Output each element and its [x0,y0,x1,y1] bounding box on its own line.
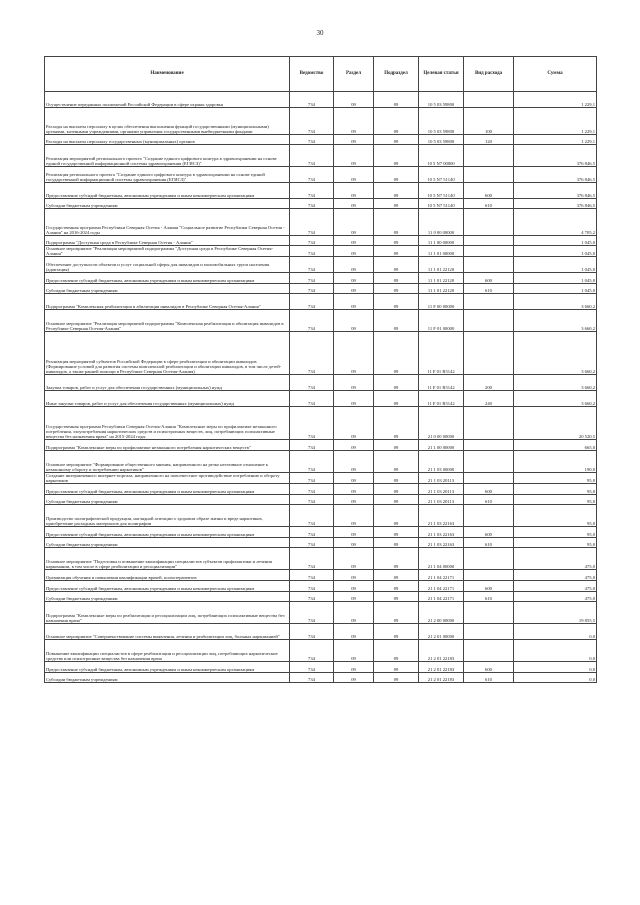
column-header-expense-type: Вид расхода [464,57,514,92]
row-amount: 376 846,5 [514,199,597,209]
table-row [45,135,597,145]
row-subsection: 09 [374,257,419,273]
row-amount: 1 045,0 [514,246,597,257]
row-department: 734 [290,570,334,581]
row-department: 734 [290,407,334,440]
row-name: Повышение квалификации специалистов в сфере реабилитации и ресоциализации лиц, потребляющих наркотические средства или психотропные вещества без назначения врача [45,640,290,662]
table-row [45,273,597,284]
row-section: 09 [334,332,374,375]
row-name: Создание интерактивного интернет-портала, направленного на повсеместное противодействие потреблению и обороту наркотиков [45,473,290,484]
table-row [45,527,597,538]
row-target-article: 21 1 03 20113 [419,484,464,495]
row-department: 734 [290,375,334,391]
row-amount: 1 045,0 [514,236,597,246]
row-name: Субсидии бюджетным учреждениям [45,538,290,548]
row-section: 09 [334,257,374,273]
table-row [45,332,597,375]
row-expense-type [464,332,514,375]
row-section: 09 [334,440,374,451]
row-section: 09 [334,310,374,332]
row-section: 09 [334,183,374,199]
row-expense-type [464,570,514,581]
row-expense-type [464,145,514,167]
column-header-name: Наименование [45,57,290,92]
row-department: 734 [290,183,334,199]
row-subsection: 09 [374,548,419,570]
row-expense-type [464,310,514,332]
row-department: 734 [290,473,334,484]
row-expense-type [464,257,514,273]
row-expense-type: 200 [464,375,514,391]
row-section: 09 [334,662,374,673]
row-name: Предоставление субсидий бюджетным, автономным учреждениям и иным некоммерческим организациям [45,273,290,284]
row-section: 09 [334,407,374,440]
row-expense-type: 600 [464,662,514,673]
row-target-article: 21 2 01 22183 [419,662,464,673]
row-amount: 475,0 [514,548,597,570]
row-expense-type: 600 [464,527,514,538]
row-expense-type: 610 [464,199,514,209]
row-subsection: 09 [374,570,419,581]
row-section: 09 [334,92,374,108]
row-department: 734 [290,209,334,236]
row-expense-type: 240 [464,391,514,407]
row-target-article: 21 1 04 22171 [419,570,464,581]
row-department: 734 [290,108,334,135]
row-name: Предоставление субсидий бюджетным, автономным учреждениям и иным некоммерческим организациям [45,527,290,538]
row-department: 734 [290,592,334,602]
row-department: 734 [290,391,334,407]
row-amount: 1 229,1 [514,92,597,108]
row-expense-type: 610 [464,592,514,602]
row-subsection: 09 [374,135,419,145]
table-row [45,473,597,484]
row-section: 09 [334,640,374,662]
row-subsection: 09 [374,662,419,673]
row-target-article: 21 1 03 20113 [419,473,464,484]
row-expense-type [464,473,514,484]
row-expense-type [464,624,514,640]
row-section: 09 [334,273,374,284]
row-subsection: 09 [374,294,419,310]
table-row [45,183,597,199]
row-name: Субсидии бюджетным учреждениям [45,495,290,505]
row-subsection: 09 [374,199,419,209]
page-number: 30 [316,29,324,37]
row-subsection: 09 [374,209,419,236]
table-row [45,440,597,451]
row-name: Расходы на выплаты персоналу государственных (муниципальных) органов [45,135,290,145]
row-name: Основное мероприятие "Реализация мероприятий подпрограммы "Комплексная реабилитация и абилитация инвалидов в Республике Северная Осетия-Алания" [45,310,290,332]
row-name: Реализация мероприятий регионального проекта "Создание единого цифрового контура в здравоохранении на основе единой государственной информационной системы здравоохранения (ЕГИСЗ)" [45,145,290,167]
row-target-article: 11 F 01 R5142 [419,332,464,375]
row-amount: 376 846,5 [514,167,597,183]
table-row [45,108,597,135]
row-subsection: 09 [374,484,419,495]
column-header-subsection: Подраздел [374,57,419,92]
row-department: 734 [290,602,334,624]
row-name: Реализация мероприятий субъектов Российской Федерации в сфере реабилитации и абилитации инвалидов (Формирование условий для развития системы комплексной реабилитации и абилитации инвалидов, в том числе детей-инвалидов, а также ранней помощи в Республике Северная Осетия-Алания) [45,332,290,375]
row-expense-type: 120 [464,135,514,145]
row-amount: 19 855,5 [514,602,597,624]
row-subsection: 09 [374,624,419,640]
row-section: 09 [334,391,374,407]
row-name: Государственная программа Республики Северная Осетия - Алания "Социальное развитие Республики Северная Осетия - Алания" на 2016-2024 годы [45,209,290,236]
row-target-article: 11 F 01 R5142 [419,375,464,391]
row-subsection: 09 [374,592,419,602]
row-target-article: 11 1 01 00000 [419,246,464,257]
row-amount: 3 660,2 [514,375,597,391]
row-target-article: 21 1 04 22171 [419,592,464,602]
row-name: Организация обучения и повышения квалификации врачей, психотерапевтов [45,570,290,581]
row-subsection: 09 [374,183,419,199]
table-row [45,640,597,662]
row-expense-type [464,246,514,257]
row-expense-type [464,505,514,527]
row-expense-type: 610 [464,673,514,683]
table-row [45,407,597,440]
row-section: 09 [334,581,374,592]
row-section: 09 [334,284,374,294]
row-department: 734 [290,640,334,662]
row-amount: 1 045,0 [514,284,597,294]
row-name: Подпрограмма "Комплексные меры по реабилитации и ресоциализации лиц, потребляющих психоактивные вещества без назначения врача" [45,602,290,624]
table-row [45,495,597,505]
row-subsection: 09 [374,284,419,294]
row-name: Производство полиграфической продукции, наглядной агитации о здоровом образе жизни и вреде наркотиков, приобретение расходных материалов для полиграфии [45,505,290,527]
row-target-article: 21 2 01 22183 [419,640,464,662]
column-header-amount: Сумма [514,57,597,92]
row-target-article: 21 1 04 22171 [419,581,464,592]
row-name: Государственная программа Республики Северная Осетия-Алания "Комплексные меры по профилактике незаконного потребления, злоупотребления наркотических средств и психотропных веществ, лиц, потребляющих психоактивные вещества без назначения врача" на 2015-2024 годы [45,407,290,440]
row-name: Предоставление субсидий бюджетным, автономным учреждениям и иным некоммерческим организациям [45,581,290,592]
row-department: 734 [290,145,334,167]
row-section: 09 [334,246,374,257]
row-subsection: 09 [374,273,419,284]
table-row [45,581,597,592]
table-row [45,167,597,183]
row-name: Субсидии бюджетным учреждениям [45,592,290,602]
table-row [45,391,597,407]
row-section: 09 [334,602,374,624]
row-department: 734 [290,332,334,375]
row-amount: 95,0 [514,505,597,527]
row-expense-type: 600 [464,183,514,199]
row-expense-type [464,209,514,236]
row-name: Реализация регионального проекта "Создание единого цифрового контура в здравоохранении на основе единой государственной информационной системы здравоохранения (ЕГИСЗ)" [45,167,290,183]
row-amount: 0,0 [514,662,597,673]
row-section: 09 [334,592,374,602]
row-amount: 475,0 [514,581,597,592]
row-amount: 95,0 [514,484,597,495]
row-department: 734 [290,199,334,209]
row-target-article: 11 F 00 00000 [419,294,464,310]
row-section: 09 [334,505,374,527]
row-amount: 3 660,2 [514,294,597,310]
row-target-article: 21 1 00 00000 [419,440,464,451]
row-expense-type: 610 [464,284,514,294]
row-target-article: 10 5 N7 51140 [419,167,464,183]
row-subsection: 09 [374,332,419,375]
row-department: 734 [290,236,334,246]
table-row [45,484,597,495]
row-expense-type [464,451,514,473]
row-department: 734 [290,451,334,473]
row-subsection: 09 [374,495,419,505]
row-section: 09 [334,473,374,484]
row-department: 734 [290,257,334,273]
row-name: Подпрограмма "Комплексная реабилитация и абилитация инвалидов в Республике Северная Осетия-Алания" [45,294,290,310]
row-name: Осуществление переданных полномочий Российской Федерации в сфере охраны здоровья [45,92,290,108]
row-name: Субсидии бюджетным учреждениям [45,673,290,683]
table-row [45,257,597,273]
table-row [45,548,597,570]
row-department: 734 [290,246,334,257]
row-target-article: 21 1 03 22163 [419,505,464,527]
row-amount: 475,0 [514,570,597,581]
row-subsection: 09 [374,538,419,548]
table-row [45,673,597,683]
row-amount: 3 660,2 [514,332,597,375]
row-department: 734 [290,440,334,451]
row-expense-type [464,407,514,440]
row-target-article: 11 F 01 00000 [419,310,464,332]
row-subsection: 09 [374,391,419,407]
row-target-article: 10 5 03 59800 [419,108,464,135]
row-target-article: 11 1 01 22120 [419,273,464,284]
row-amount: 1 229,1 [514,108,597,135]
row-name: Закупка товаров, работ и услуг для обеспечения государственных (муниципальных) нужд [45,375,290,391]
row-expense-type: 600 [464,581,514,592]
row-section: 09 [334,548,374,570]
row-target-article: 11 1 00 00000 [419,236,464,246]
table-header-row [45,57,597,92]
table-row [45,505,597,527]
row-subsection: 09 [374,451,419,473]
row-section: 09 [334,673,374,683]
table-row [45,592,597,602]
row-target-article: 11 1 01 22120 [419,257,464,273]
row-expense-type [464,236,514,246]
row-subsection: 09 [374,440,419,451]
row-department: 734 [290,273,334,284]
row-subsection: 09 [374,505,419,527]
row-subsection: 09 [374,236,419,246]
row-section: 09 [334,135,374,145]
row-expense-type [464,602,514,624]
row-subsection: 09 [374,527,419,538]
row-section: 09 [334,451,374,473]
row-section: 09 [334,527,374,538]
table-row [45,538,597,548]
row-subsection: 09 [374,92,419,108]
row-amount: 3 660,2 [514,310,597,332]
row-target-article: 21 1 03 22163 [419,527,464,538]
row-section: 09 [334,495,374,505]
table-row [45,284,597,294]
row-expense-type: 610 [464,495,514,505]
row-subsection: 09 [374,375,419,391]
row-department: 734 [290,484,334,495]
column-header-section: Раздел [334,57,374,92]
table-row [45,375,597,391]
row-subsection: 09 [374,108,419,135]
row-name: Основное мероприятие "Подготовка и повышение квалификации специалистов субъектов профилактики и лечения наркомании, в том числе в сфере реабилитации и ресоциализации" [45,548,290,570]
row-name: Подпрограмма "Доступная среда в Республике Северная Осетия - Алания" [45,236,290,246]
row-amount: 20 520,5 [514,407,597,440]
row-target-article: 21 2 00 00000 [419,602,464,624]
row-section: 09 [334,167,374,183]
table-row [45,602,597,624]
row-department: 734 [290,310,334,332]
row-name: Основное мероприятие "Совершенствование системы выявления, лечения и реабилитации лиц, больных наркоманией" [45,624,290,640]
table-row [45,624,597,640]
row-section: 09 [334,236,374,246]
row-department: 734 [290,548,334,570]
row-target-article: 10 5 03 59800 [419,135,464,145]
table-row [45,145,597,167]
row-expense-type [464,167,514,183]
row-amount: 0,0 [514,640,597,662]
row-target-article: 10 5 N7 00000 [419,145,464,167]
row-target-article: 11 F 01 R5142 [419,391,464,407]
row-department: 734 [290,135,334,145]
row-amount: 0,0 [514,673,597,683]
row-target-article: 10 5 N7 51140 [419,199,464,209]
row-section: 09 [334,484,374,495]
row-target-article: 11 0 00 00000 [419,209,464,236]
row-amount: 95,0 [514,527,597,538]
row-amount: 665,0 [514,440,597,451]
row-department: 734 [290,284,334,294]
row-department: 734 [290,505,334,527]
row-amount: 1 045,0 [514,273,597,284]
table-row [45,92,597,108]
row-subsection: 09 [374,673,419,683]
row-name: Подпрограмма "Комплексные меры по профилактике незаконного потребления наркотических веществ" [45,440,290,451]
row-amount: 3 660,2 [514,391,597,407]
row-target-article: 10 5 N7 51140 [419,183,464,199]
row-name: Предоставление субсидий бюджетным, автономным учреждениям и иным некоммерческим организациям [45,183,290,199]
row-amount: 190,0 [514,451,597,473]
row-amount: 475,0 [514,592,597,602]
row-name: Основное мероприятие "Реализация мероприятий подпрограммы "Доступная среда в Республике Северная Осетия-Алания" [45,246,290,257]
row-department: 734 [290,581,334,592]
row-amount: 0,0 [514,624,597,640]
row-name: Обеспечение доступности объектов и услуг социальной сферы для инвалидов и маломобильных групп населения (адаптация) [45,257,290,273]
row-target-article: 11 1 01 22120 [419,284,464,294]
table-row [45,451,597,473]
row-section: 09 [334,570,374,581]
row-section: 09 [334,294,374,310]
row-amount: 1 229,1 [514,135,597,145]
row-section: 09 [334,199,374,209]
row-department: 734 [290,662,334,673]
row-target-article: 21 1 03 20113 [419,495,464,505]
row-amount: 376 846,5 [514,145,597,167]
row-section: 09 [334,209,374,236]
row-department: 734 [290,673,334,683]
table-row [45,209,597,236]
row-target-article: 21 1 03 22163 [419,538,464,548]
table-row [45,662,597,673]
row-amount: 4 705,2 [514,209,597,236]
row-section: 09 [334,375,374,391]
row-name: Предоставление субсидий бюджетным, автономным учреждениям и иным некоммерческим организациям [45,484,290,495]
column-header-target-article: Целевая статья [419,57,464,92]
row-subsection: 09 [374,246,419,257]
row-amount: 95,0 [514,538,597,548]
row-subsection: 09 [374,602,419,624]
row-name: Иные закупки товаров, работ и услуг для обеспечения государственных (муниципальных) нужд [45,391,290,407]
row-section: 09 [334,108,374,135]
row-department: 734 [290,624,334,640]
row-expense-type [464,548,514,570]
row-expense-type [464,92,514,108]
row-section: 09 [334,624,374,640]
row-name: Расходы на выплаты персоналу в целях обеспечения выполнения функций государственными (муниципальными) органами, казенными учреждениями, органами управления государственными внебюджетными фондами [45,108,290,135]
row-target-article: 21 2 01 22183 [419,673,464,683]
table-row [45,570,597,581]
row-expense-type: 600 [464,484,514,495]
row-subsection: 09 [374,407,419,440]
budget-table [44,56,597,683]
row-expense-type [464,640,514,662]
row-amount: 1 045,0 [514,257,597,273]
row-section: 09 [334,538,374,548]
row-department: 734 [290,495,334,505]
row-department: 734 [290,538,334,548]
row-target-article: 21 1 04 00000 [419,548,464,570]
row-amount: 376 846,5 [514,183,597,199]
row-target-article: 21 0 00 00000 [419,407,464,440]
table-body [45,92,597,683]
row-expense-type: 600 [464,273,514,284]
row-subsection: 09 [374,310,419,332]
row-expense-type: 100 [464,108,514,135]
row-expense-type [464,294,514,310]
column-header-department: Ведомство [290,57,334,92]
table-row [45,294,597,310]
table-row [45,310,597,332]
row-subsection: 09 [374,581,419,592]
row-name: Основное мероприятие "Формирование общественного мнения, направленного на резко негативное отношение к незаконному обороту и потреблению наркотиков" [45,451,290,473]
row-subsection: 09 [374,640,419,662]
row-target-article: 21 2 01 00000 [419,624,464,640]
row-subsection: 09 [374,167,419,183]
row-subsection: 09 [374,145,419,167]
row-subsection: 09 [374,473,419,484]
table-row [45,236,597,246]
row-amount: 95,0 [514,473,597,484]
row-department: 734 [290,294,334,310]
row-section: 09 [334,145,374,167]
row-department: 734 [290,167,334,183]
row-name: Предоставление субсидий бюджетным, автономным учреждениям и иным некоммерческим организациям [45,662,290,673]
row-target-article: 10 5 03 59800 [419,92,464,108]
row-expense-type: 610 [464,538,514,548]
table-row [45,199,597,209]
row-department: 734 [290,527,334,538]
row-target-article: 21 1 03 00000 [419,451,464,473]
row-amount: 95,0 [514,495,597,505]
row-name: Субсидии бюджетным учреждениям [45,199,290,209]
row-expense-type [464,440,514,451]
row-name: Субсидии бюджетным учреждениям [45,284,290,294]
row-department: 734 [290,92,334,108]
table-row [45,246,597,257]
